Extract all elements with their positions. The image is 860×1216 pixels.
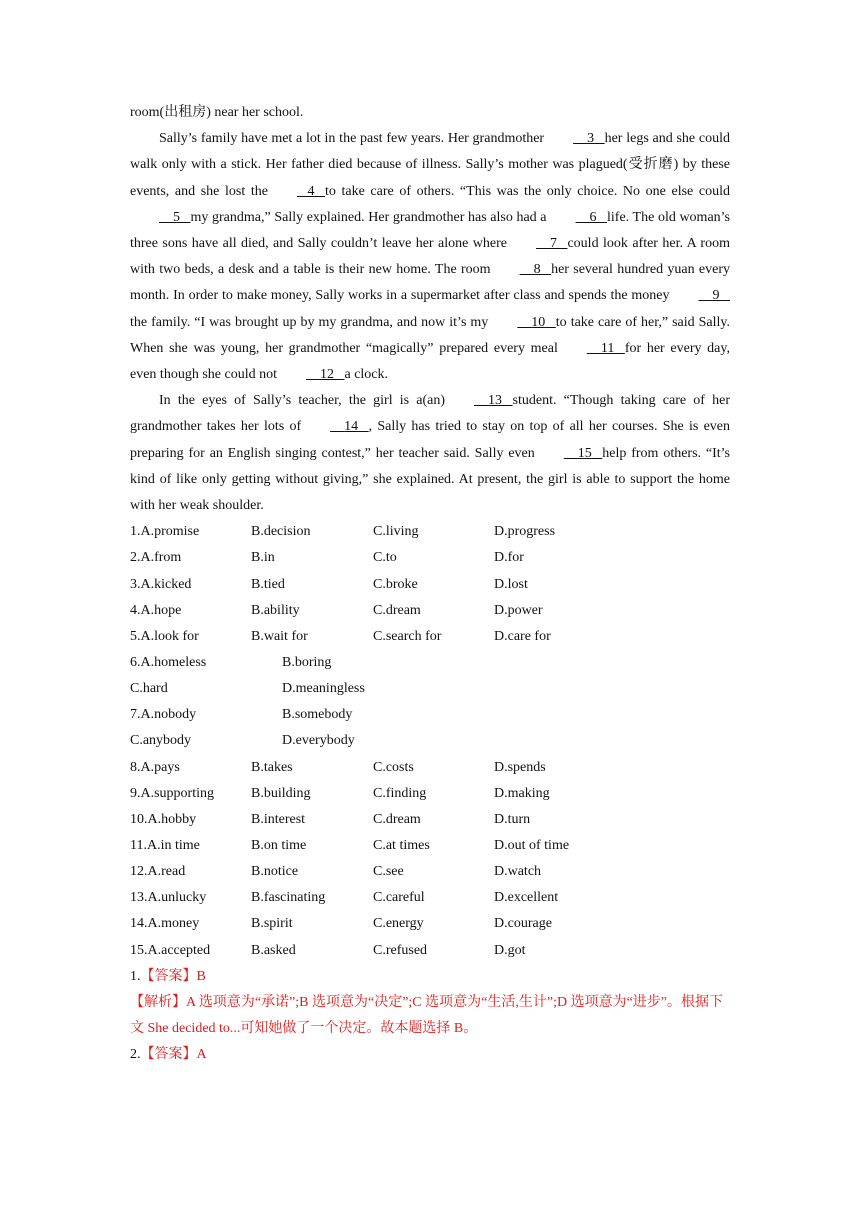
question-row bbox=[130, 519, 730, 545]
option-b: B.in bbox=[251, 550, 275, 566]
question-row bbox=[130, 702, 730, 728]
question-row-continued bbox=[130, 728, 730, 754]
answer-tag: 【答案】 bbox=[140, 1047, 197, 1063]
paragraph-text: to take care of others. “This was the only choice. No one else could bbox=[324, 183, 730, 199]
paragraph-text: Sally’s family have met a lot in the past few years. Her grandmother bbox=[159, 131, 545, 147]
option-b: B.takes bbox=[251, 759, 293, 775]
option-b: B.boring bbox=[282, 654, 332, 670]
option-d: D.watch bbox=[494, 864, 542, 880]
blank-6: 6 bbox=[589, 209, 597, 225]
option-a: 6.A.homeless bbox=[130, 654, 207, 670]
option-a: 14.A.money bbox=[130, 916, 200, 932]
analysis-tag: 【解析】 bbox=[130, 994, 186, 1010]
option-b: B.tied bbox=[251, 576, 285, 592]
option-c: C.anybody bbox=[130, 733, 192, 749]
question-options-list bbox=[130, 519, 730, 963]
blank-5: 5 bbox=[173, 209, 180, 225]
option-b: B.building bbox=[251, 785, 311, 801]
option-a: 1.A.promise bbox=[130, 524, 200, 540]
option-a: 8.A.pays bbox=[130, 759, 180, 775]
question-row bbox=[130, 859, 730, 885]
option-c: C.see bbox=[373, 864, 404, 880]
option-a: 3.A.kicked bbox=[130, 576, 192, 592]
option-c: C.living bbox=[373, 524, 419, 540]
question-row bbox=[130, 833, 730, 859]
option-b: B.somebody bbox=[282, 707, 353, 723]
passage-paragraph-2 bbox=[130, 126, 730, 388]
option-a: 15.A.accepted bbox=[130, 942, 211, 958]
option-a: 10.A.hobby bbox=[130, 811, 197, 827]
option-a: 13.A.unlucky bbox=[130, 890, 207, 906]
option-c: C.refused bbox=[373, 942, 428, 958]
paragraph-text: student. “Though taking care of her grandmother takes her lots of bbox=[130, 393, 730, 435]
question-row bbox=[130, 650, 730, 676]
option-b: B.fascinating bbox=[251, 890, 326, 906]
answer-value: A bbox=[196, 1047, 207, 1063]
option-b: B.asked bbox=[251, 942, 296, 958]
option-d: D.got bbox=[494, 942, 526, 958]
analysis-1 bbox=[130, 990, 730, 1042]
blank-14: 14 bbox=[344, 419, 359, 435]
option-a: 9.A.supporting bbox=[130, 785, 214, 801]
answer-1 bbox=[130, 964, 730, 990]
question-row bbox=[130, 885, 730, 911]
answer-value: B bbox=[196, 968, 206, 984]
question-row bbox=[130, 755, 730, 781]
paragraph-text: life. The old woman’s three sons have all died, and Sally couldn’t leave her alone where bbox=[130, 209, 731, 252]
option-d: D.courage bbox=[494, 916, 552, 932]
question-row bbox=[130, 598, 730, 624]
option-a: 7.A.nobody bbox=[130, 707, 197, 723]
option-c: C.energy bbox=[373, 916, 424, 932]
option-b: B.spirit bbox=[251, 916, 293, 932]
option-d: D.everybody bbox=[282, 733, 355, 749]
option-d: D.progress bbox=[494, 524, 556, 540]
option-c: C.to bbox=[373, 550, 397, 566]
paragraph-text: , Sally has tried to stay on top of all her courses. She is even preparing for an English singing contest,” her teacher said. Sally even bbox=[130, 419, 731, 461]
analysis-text: A 选项意为“承诺”;B 选项意为“决定”;C 选项意为“生活,生计”;D 选项意为“进步”。根据下文 She decided to...可知她做了一个决定。故本题选择 B。 bbox=[130, 994, 724, 1037]
option-a: 2.A.from bbox=[130, 550, 182, 566]
option-c: C.at times bbox=[373, 837, 430, 853]
option-d: D.meaningless bbox=[282, 681, 365, 697]
question-row bbox=[130, 572, 730, 598]
paragraph-text: her several hundred yuan every month. In order to make money, Sally works in a supermarket after class and spends the money bbox=[130, 262, 730, 304]
question-row bbox=[130, 938, 730, 964]
option-d: D.out of time bbox=[494, 837, 570, 853]
option-d: D.making bbox=[494, 785, 550, 801]
option-c: C.dream bbox=[373, 602, 421, 618]
option-c: C.dream bbox=[373, 811, 421, 827]
option-c: C.broke bbox=[373, 576, 418, 592]
paragraph-text: the family. “I was brought up by my grandma, and now it’s my bbox=[130, 314, 489, 330]
option-c: C.costs bbox=[373, 759, 414, 775]
option-d: D.care for bbox=[494, 628, 551, 644]
blank-8: 8 bbox=[533, 262, 541, 278]
option-d: D.power bbox=[494, 602, 543, 618]
blank-11: 11 bbox=[600, 340, 615, 356]
paragraph-text: my grandma,” Sally explained. Her grandmother has also had a bbox=[190, 209, 547, 225]
option-d: D.excellent bbox=[494, 890, 559, 906]
paragraph-text: a clock. bbox=[344, 367, 389, 383]
paragraph-text: room(出租房) near her school. bbox=[130, 105, 304, 120]
blank-15: 15 bbox=[577, 445, 592, 461]
question-row bbox=[130, 807, 730, 833]
answer-number: 1. bbox=[130, 968, 141, 984]
answer-2 bbox=[130, 1042, 730, 1068]
option-d: D.turn bbox=[494, 811, 531, 827]
question-row bbox=[130, 624, 730, 650]
option-c: C.finding bbox=[373, 785, 427, 801]
paragraph-text: In the eyes of Sally’s teacher, the girl is a(an) bbox=[159, 393, 446, 409]
option-b: B.wait for bbox=[251, 628, 308, 644]
option-c: C.hard bbox=[130, 681, 168, 697]
paragraph-text: her legs and she could walk only with a stick. Her father died because of illness. Sally’s mother was plagued(受折磨) by these events, and she lost the bbox=[130, 131, 730, 199]
option-b: B.notice bbox=[251, 864, 299, 880]
blank-13: 13 bbox=[488, 393, 503, 409]
paragraph-text: help from others. “It’s kind of like only getting without giving,” she explained. At present, the girl is able to support the home with her weak shoulder. bbox=[130, 445, 730, 514]
question-row bbox=[130, 911, 730, 937]
passage-paragraph-3 bbox=[130, 388, 730, 519]
blank-3: 3 bbox=[587, 131, 595, 147]
document-page bbox=[130, 100, 730, 1068]
question-row bbox=[130, 781, 730, 807]
option-a: 4.A.hope bbox=[130, 602, 182, 618]
option-a: 11.A.in time bbox=[130, 837, 200, 853]
blank-9: 9 bbox=[712, 288, 720, 304]
blank-7: 7 bbox=[549, 236, 557, 252]
option-d: D.for bbox=[494, 550, 524, 566]
question-row bbox=[130, 545, 730, 571]
option-c: C.search for bbox=[373, 628, 442, 644]
option-b: B.ability bbox=[251, 602, 300, 618]
blank-10: 10 bbox=[531, 314, 546, 330]
option-d: D.spends bbox=[494, 759, 546, 775]
paragraph-text: for her every day, even though she could not bbox=[130, 340, 730, 383]
blank-12: 12 bbox=[319, 367, 334, 383]
option-b: B.interest bbox=[251, 811, 306, 827]
question-row-continued bbox=[130, 676, 730, 702]
option-a: 5.A.look for bbox=[130, 628, 199, 644]
passage-paragraph-1-tail bbox=[130, 100, 730, 126]
option-b: B.on time bbox=[251, 837, 307, 853]
option-b: B.decision bbox=[251, 524, 311, 540]
option-a: 12.A.read bbox=[130, 864, 186, 880]
option-d: D.lost bbox=[494, 576, 528, 592]
answer-tag: 【答案】 bbox=[140, 968, 197, 984]
answer-number: 2. bbox=[130, 1047, 141, 1063]
paragraph-text: could look after her. A room with two beds, a desk and a table is their new home. The room bbox=[130, 236, 730, 278]
paragraph-text: to take care of her,” said Sally. When she was young, her grandmother “magically” prepared every meal bbox=[130, 314, 730, 356]
blank-4: 4 bbox=[307, 183, 315, 199]
option-c: C.careful bbox=[373, 890, 425, 906]
